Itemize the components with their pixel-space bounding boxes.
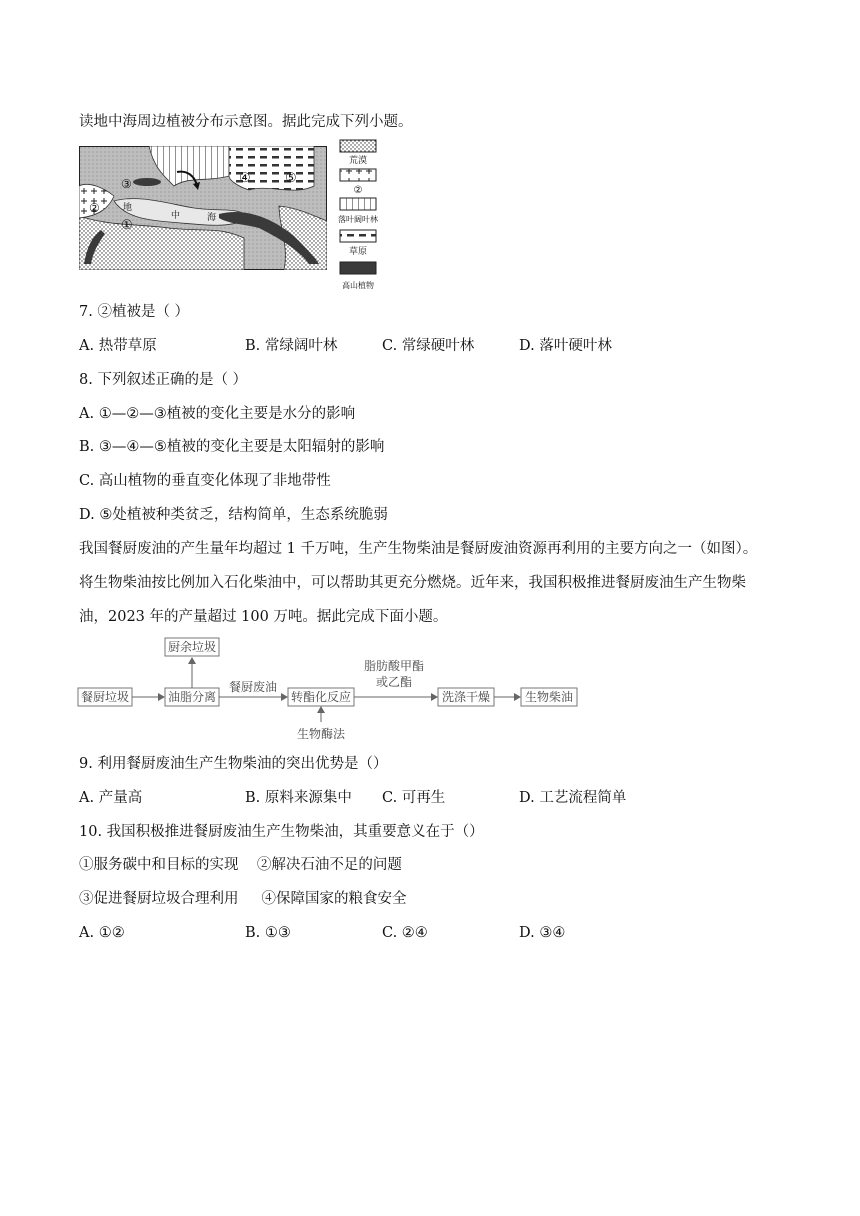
map-label-sea-3: 海 xyxy=(207,213,217,223)
legend-grassland-label: 草原 xyxy=(348,247,368,257)
question-8-option-d[interactable]: D. ⑤处植被种类贫乏，结构简单，生态系统脆弱 xyxy=(79,507,388,523)
flow-box-wash-dry: 洗涤干燥 xyxy=(441,690,491,704)
intro-text-biodiesel-3: 油，2023 年的产量超过 100 万吨。据此完成下面小题。 xyxy=(79,609,448,625)
legend-veg2-label: ② xyxy=(353,185,363,196)
question-8-option-b[interactable]: B. ③—④—⑤植被的变化主要是太阳辐射的影响 xyxy=(79,439,385,455)
question-10-items-2: ③促进餐厨垃圾合理利用 ④保障国家的粮食安全 xyxy=(79,891,407,907)
map-label-sea-2: 中 xyxy=(171,211,181,221)
map-label-1: ① xyxy=(121,218,133,233)
map-label-2: ② xyxy=(89,201,100,215)
question-7-option-c[interactable]: C. 常绿硬叶林 xyxy=(382,338,475,354)
question-10-option-b[interactable]: B. ①③ xyxy=(245,925,291,941)
mediterranean-vegetation-map xyxy=(79,146,327,270)
flow-box-food-waste: 厨余垃圾 xyxy=(167,640,217,654)
question-10-option-d[interactable]: D. ③④ xyxy=(519,925,566,941)
question-9-stem: 9. 利用餐厨废油生产生物柴油的突出优势是（） xyxy=(79,756,388,772)
intro-text-map: 读地中海周边植被分布示意图。据此完成下列小题。 xyxy=(79,114,413,130)
legend-desert-label: 荒漠 xyxy=(348,156,368,166)
question-7-option-d[interactable]: D. 落叶硬叶林 xyxy=(519,338,612,354)
flow-label-enzyme: 生物酶法 xyxy=(296,727,346,741)
legend-alpine-label: 高山植物 xyxy=(342,281,374,290)
map-label-4: ④ xyxy=(239,171,251,186)
intro-text-biodiesel-2: 将生物柴油按比例加入石化柴油中，可以帮助其更充分燃烧。近年来，我国积极推进餐厨废油生产生物柴 xyxy=(79,575,746,591)
flow-label-ester-2: 或乙酯 xyxy=(375,675,413,689)
question-10-option-c[interactable]: C. ②④ xyxy=(382,925,428,941)
flow-box-biodiesel: 生物柴油 xyxy=(524,690,574,704)
question-8-stem: 8. 下列叙述正确的是（ ） xyxy=(79,372,248,388)
question-9-option-d[interactable]: D. 工艺流程简单 xyxy=(519,790,627,806)
flow-box-oil-separation: 油脂分离 xyxy=(167,690,217,704)
map-legend xyxy=(334,136,384,296)
question-10-stem: 10. 我国积极推进餐厨废油生产生物柴油，其重要意义在于（） xyxy=(79,824,484,840)
question-7-option-b[interactable]: B. 常绿阔叶林 xyxy=(245,338,338,354)
question-8-option-c[interactable]: C. 高山植物的垂直变化体现了非地带性 xyxy=(79,473,331,489)
question-7-option-a[interactable]: A. 热带草原 xyxy=(79,338,157,354)
flow-label-waste-oil: 餐厨废油 xyxy=(228,680,278,694)
map-label-5: ⑤ xyxy=(285,171,297,186)
question-9-option-c[interactable]: C. 可再生 xyxy=(382,790,446,806)
legend-deciduous-label: 落叶阔叶林 xyxy=(338,215,378,224)
question-10-option-a[interactable]: A. ①② xyxy=(79,925,125,941)
flow-box-kitchen-waste: 餐厨垃圾 xyxy=(80,690,130,704)
question-8-option-a[interactable]: A. ①—②—③植被的变化主要是水分的影响 xyxy=(79,406,356,422)
question-10-items-1: ①服务碳中和目标的实现 ②解决石油不足的问题 xyxy=(79,857,402,873)
flow-label-ester-1: 脂肪酸甲酯 xyxy=(363,659,425,673)
question-9-option-b[interactable]: B. 原料来源集中 xyxy=(245,790,352,806)
question-9-option-a[interactable]: A. 产量高 xyxy=(79,790,143,806)
question-7-stem: 7. ②植被是（ ） xyxy=(79,304,190,320)
flow-box-transesterification: 转酯化反应 xyxy=(290,690,352,704)
intro-text-biodiesel-1: 我国餐厨废油的产生量年均超过 1 千万吨，生产生物柴油是餐厨废油资源再利用的主要方向之一（如图）。 xyxy=(79,541,758,557)
map-label-sea-1: 地 xyxy=(123,203,133,213)
map-label-3: ③ xyxy=(121,177,132,191)
biodiesel-process-flowchart xyxy=(76,634,586,746)
